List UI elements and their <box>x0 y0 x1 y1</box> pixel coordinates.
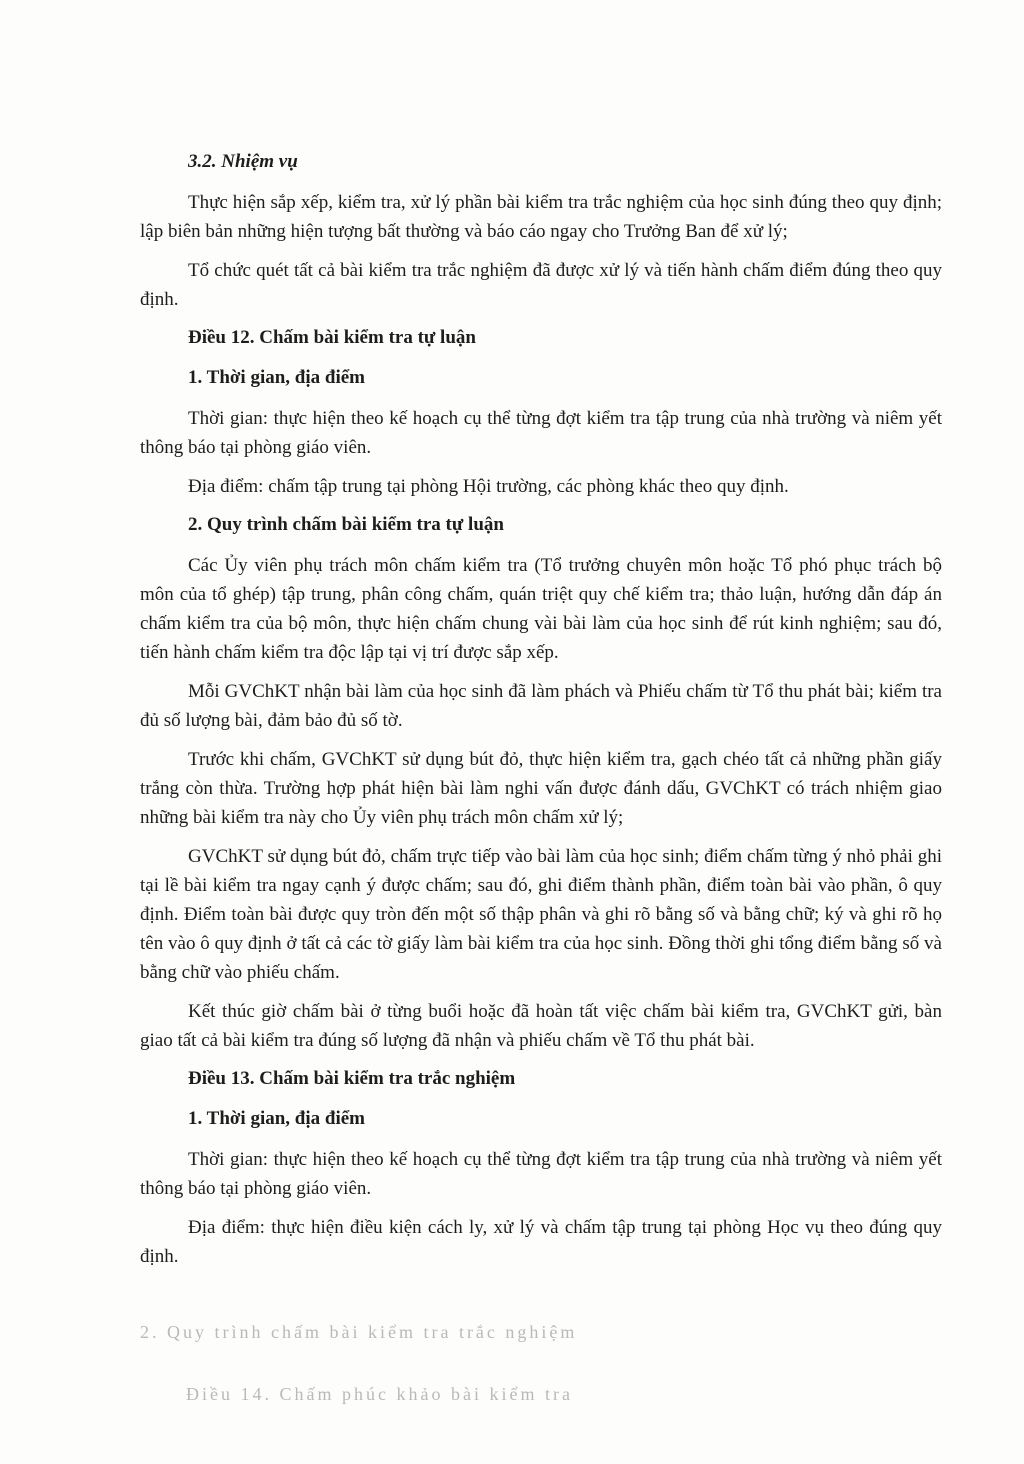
paragraph: Mỗi GVChKT nhận bài làm của học sinh đã làm phách và Phiếu chấm từ Tổ thu phát bài; kiểm tra đủ số lượng bài, đảm bảo đủ số tờ. <box>140 681 942 731</box>
paragraph: Địa điểm: thực hiện điều kiện cách ly, xử lý và chấm tập trung tại phòng Học vụ theo đúng quy định. <box>140 1217 942 1267</box>
section-heading: Điều 13. Chấm bài kiểm tra trắc nghiệm <box>188 1068 516 1089</box>
section-heading: 3.2. Nhiệm vụ <box>188 151 298 172</box>
section-heading: 2. Quy trình chấm bài kiểm tra tự luận <box>188 514 504 535</box>
paragraph: Trước khi chấm, GVChKT sử dụng bút đỏ, thực hiện kiểm tra, gạch chéo tất cả những phần giấy trắng còn thừa. Trường hợp phát hiện bài làm nghi vấn được đánh dấu, GVChKT có trách nhiệm giao những bài kiểm tra này cho Ủy viên phụ trách môn chấm xử lý; <box>140 749 942 828</box>
paragraph: GVChKT sử dụng bút đỏ, chấm trực tiếp vào bài làm của học sinh; điểm chấm từng ý nhỏ phải ghi tại lề bài kiểm tra ngay cạnh ý được chấm; sau đó, ghi điểm thành phần, điểm toàn bài vào phần, ô quy định. Điểm toàn bài được quy tròn đến một số thập phân và ghi rõ bằng số và bằng chữ; ký và ghi rõ họ tên vào ô quy định ở tất cả các tờ giấy làm bài kiểm tra của học sinh. Đồng thời ghi tổng điểm bằng số và bằng chữ vào phiếu chấm. <box>140 846 942 983</box>
paragraph: Địa điểm: chấm tập trung tại phòng Hội trường, các phòng khác theo quy định. <box>188 476 789 497</box>
paragraph: Thời gian: thực hiện theo kế hoạch cụ thể từng đợt kiểm tra tập trung của nhà trường và niêm yết thông báo tại phòng giáo viên. <box>140 408 942 458</box>
faint-bleed-through-line: Điều 14. Chấm phúc khảo bài kiểm tra <box>186 1384 573 1404</box>
paragraph: Kết thúc giờ chấm bài ở từng buổi hoặc đã hoàn tất việc chấm bài kiểm tra, GVChKT gửi, bàn giao tất cả bài kiểm tra đúng số lượng đã nhận và phiếu chấm về Tổ thu phát bài. <box>140 1001 942 1051</box>
faint-bleed-through-line: 2. Quy trình chấm bài kiểm tra trắc nghiệm <box>140 1322 578 1342</box>
section-heading: 1. Thời gian, địa điểm <box>188 367 365 388</box>
paragraph: Thực hiện sắp xếp, kiểm tra, xử lý phần bài kiểm tra trắc nghiệm của học sinh đúng theo quy định; lập biên bản những hiện tượng bất thường và báo cáo ngay cho Trưởng Ban để xử lý; <box>140 192 942 242</box>
document-body <box>140 148 942 1281</box>
paragraph: Các Ủy viên phụ trách môn chấm kiểm tra (Tổ trưởng chuyên môn hoặc Tổ phó phục trách bộ môn của tổ ghép) tập trung, phân công chấm, quán triệt quy chế kiểm tra; thảo luận, hướng dẫn đáp án chấm kiểm tra của bộ môn, thực hiện chấm chung vài bài làm của học sinh để rút kinh nghiệm; sau đó, tiến hành chấm kiểm tra độc lập tại vị trí được sắp xếp. <box>140 555 942 663</box>
section-heading: Điều 12. Chấm bài kiểm tra tự luận <box>188 327 476 348</box>
paragraph: Tổ chức quét tất cả bài kiểm tra trắc nghiệm đã được xử lý và tiến hành chấm điểm đúng theo quy định. <box>140 260 942 310</box>
paragraph: Thời gian: thực hiện theo kế hoạch cụ thể từng đợt kiểm tra tập trung của nhà trường và niêm yết thông báo tại phòng giáo viên. <box>140 1149 942 1199</box>
section-heading: 1. Thời gian, địa điểm <box>188 1108 365 1129</box>
